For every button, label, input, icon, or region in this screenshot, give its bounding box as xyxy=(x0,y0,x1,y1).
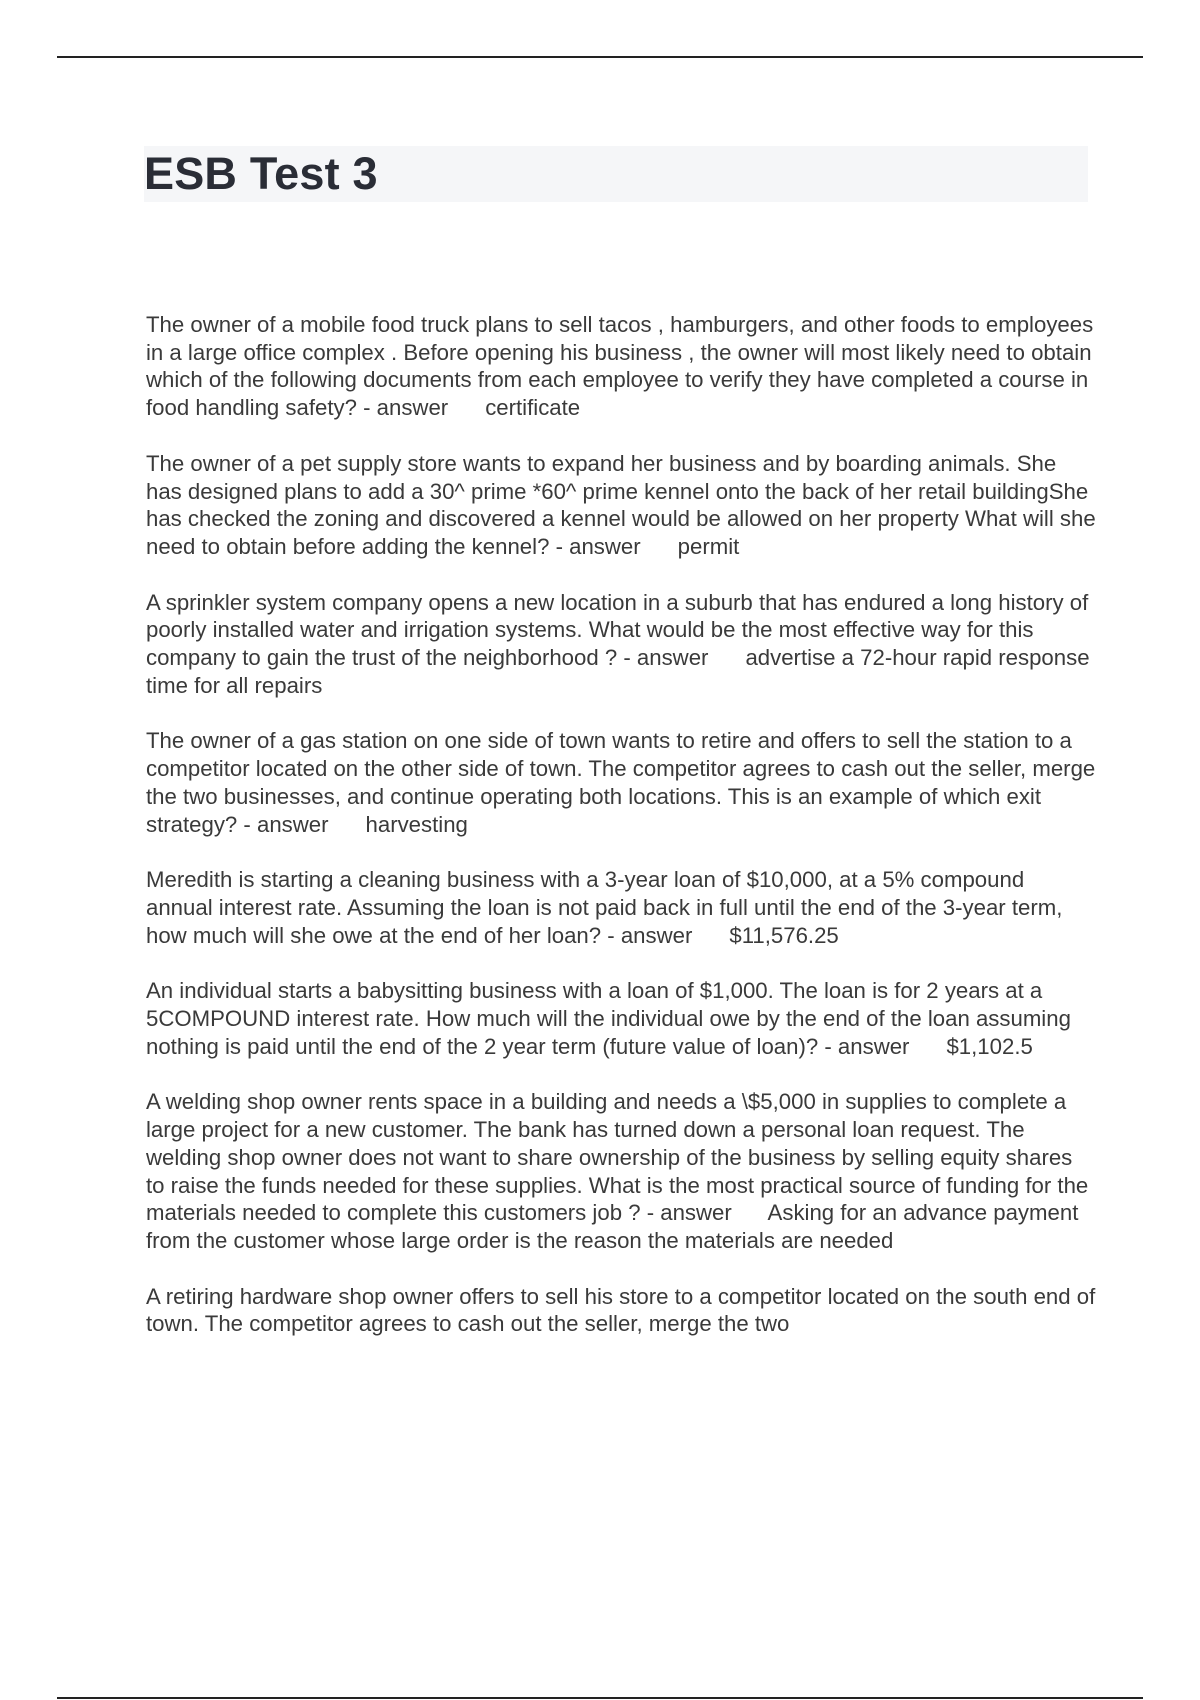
question-text: Meredith is starting a cleaning business with a 3-year loan of $10,000, at a 5% compound annual interest rate. Assuming the loan is not paid back in full until the end of the 3-year term, how much will she owe at the end of her loan? - answer xyxy=(146,867,1063,948)
qa-item xyxy=(146,866,1096,949)
question-text: The owner of a mobile food truck plans to sell tacos , hamburgers, and other foods to employees in a large office complex . Before opening his business , the owner will most likely need to obtain which of the following documents from each employee to verify they have completed a course in food handling safety? - answer xyxy=(146,312,1094,421)
top-rule xyxy=(57,56,1143,58)
answer-text: permit xyxy=(677,533,740,559)
answer-text: certificate xyxy=(485,395,581,421)
question-text: The owner of a gas station on one side of town wants to retire and offers to sell the station to a competitor located on the other side of town. The competitor agrees to cash out the seller, merge the two businesses, and continue operating both locations. This is an example of which exit strategy? - answer xyxy=(146,728,1096,837)
qa-item xyxy=(146,450,1096,561)
answer-text: $11,576.25 xyxy=(729,922,839,948)
qa-item xyxy=(146,589,1096,700)
question-text: An individual starts a babysitting business with a loan of $1,000. The loan is for 2 years at a 5COMPOUND interest rate. How much will the individual owe by the end of the loan assuming nothing is paid until the end of the 2 year term (future value of loan)? - answer xyxy=(146,978,1071,1059)
bottom-rule xyxy=(57,1697,1143,1699)
answer-text: harvesting xyxy=(365,811,468,837)
answer-text: advertise a 72-hour rapid response time for all repairs xyxy=(146,645,1090,698)
question-text: The owner of a pet supply store wants to expand her business and by boarding animals. She has designed plans to add a 30^ prime *60^ prime kennel onto the back of her retail buildingShe has checked the zoning and discovered a kennel would be allowed on her property What will she need to obtain before adding the kennel? - answer xyxy=(146,450,1096,559)
qa-item xyxy=(146,311,1096,422)
question-text: A sprinkler system company opens a new location in a suburb that has endured a long history of poorly installed water and irrigation systems. What would be the most effective way for this company to gain the trust of the neighborhood ? - answer xyxy=(146,589,1089,671)
question-text: A welding shop owner rents space in a building and needs a \$5,000 in supplies to complete a large project for a new customer. The bank has turned down a personal loan request. The welding shop owner does not want to share ownership of the business by selling equity shares to raise the funds needed for these supplies. What is the most practical source of funding for the materials needed to complete this customers job ? - answer xyxy=(146,1089,1089,1226)
question-text: A retiring hardware shop owner offers to sell his store to a competitor located on the south end of town. The competitor agrees to cash out the seller, merge the two xyxy=(146,1283,1096,1337)
qa-item xyxy=(146,1283,1096,1338)
page-title: ESB Test 3 xyxy=(144,148,378,199)
answer-text: $1,102.5 xyxy=(946,1033,1033,1059)
qa-item xyxy=(146,1088,1096,1254)
qa-item xyxy=(146,727,1096,838)
qa-list xyxy=(146,311,1096,1366)
answer-text: Asking for an advance payment from the customer whose large order is the reason the materials are needed xyxy=(146,1200,1079,1253)
title-band xyxy=(144,146,1088,202)
qa-item xyxy=(146,977,1096,1060)
